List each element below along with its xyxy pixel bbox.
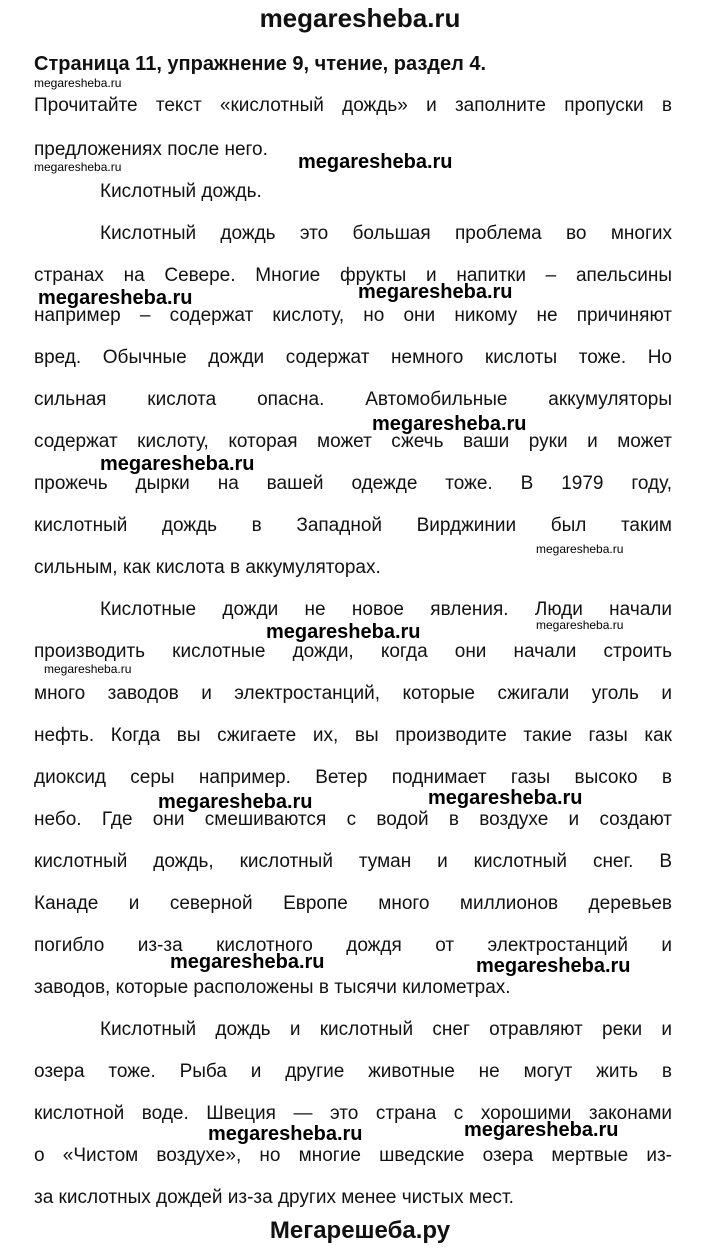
text-line: содержат кислоту, которая может сжечь ваши руки и может: [34, 431, 672, 452]
text-line: производить кислотные дожди, когда они начали строить: [34, 641, 672, 662]
text-line: прожечь дырки на вашей одежде тоже. В 1979 году,: [34, 473, 672, 494]
text-line: сильным, как кислота в аккумуляторах.: [34, 557, 381, 578]
text-line: о «Чистом воздухе», но многие шведские озера мертвые из-: [34, 1145, 672, 1166]
text-line: предложениях после него.: [34, 139, 268, 160]
text-line: Кислотные дожди не новое явления. Люди начали: [100, 599, 672, 620]
text-line: странах на Севере. Многие фрукты и напитки – апельсины: [34, 265, 672, 286]
text-line: сильная кислота опасна. Автомобильные аккумуляторы: [34, 389, 672, 410]
watermark: megaresheba.ru: [170, 951, 325, 973]
watermark: megaresheba.ru: [476, 955, 631, 977]
text-line: за кислотных дождей из-за других менее чистых мест.: [34, 1187, 514, 1208]
watermark: megaresheba.ru: [158, 791, 313, 813]
text-line: Прочитайте текст «кислотный дождь» и заполните пропуски в: [34, 95, 672, 116]
watermark: megaresheba.ru: [34, 160, 122, 174]
text-line: кислотной воде. Швеция — это страна с хорошими законами: [34, 1103, 672, 1124]
text-line: например – содержат кислоту, но они никому не причиняют: [34, 305, 672, 326]
site-header: megaresheba.ru: [259, 3, 461, 33]
text-line: Канаде и северной Европе много миллионов деревьев: [34, 893, 672, 914]
watermark: megaresheba.ru: [34, 76, 122, 90]
text-line: погибло из-за кислотного дождя от электростанций и: [34, 935, 672, 956]
exercise-heading: Страница 11, упражнение 9, чтение, раздел 4.: [34, 53, 487, 75]
site-footer: Мегарешеба.ру: [269, 1217, 451, 1244]
text-line: диоксид серы например. Ветер поднимает газы высоко в: [34, 767, 672, 788]
watermark: megaresheba.ru: [44, 662, 132, 676]
watermark: megaresheba.ru: [298, 151, 453, 173]
text-line: небо. Где они смешиваются с водой в воздухе и создают: [34, 809, 672, 830]
text-line: нефть. Когда вы сжигаете их, вы производите такие газы как: [34, 725, 672, 746]
text-line: кислотный дождь, кислотный туман и кислотный снег. В: [34, 851, 672, 872]
watermark: megaresheba.ru: [38, 287, 193, 309]
watermark: megaresheba.ru: [100, 453, 255, 475]
text-line: Кислотный дождь и кислотный снег отравляют реки и: [100, 1019, 672, 1040]
text-line: много заводов и электростанций, которые сжигали уголь и: [34, 683, 672, 704]
text-line: вред. Обычные дожди содержат немного кислоты тоже. Но: [34, 347, 672, 368]
watermark: megaresheba.ru: [208, 1123, 363, 1145]
text-line: Кислотный дождь это большая проблема во многих: [100, 223, 672, 244]
story-title: Кислотный дождь.: [100, 181, 262, 202]
text-line: заводов, которые расположены в тысячи километрах.: [34, 977, 511, 998]
watermark: megaresheba.ru: [358, 281, 513, 303]
watermark: megaresheba.ru: [266, 621, 421, 643]
text-line: озера тоже. Рыба и другие животные не могут жить в: [34, 1061, 672, 1082]
watermark: megaresheba.ru: [372, 413, 527, 435]
text-line: кислотный дождь в Западной Вирджинии был таким: [34, 515, 672, 536]
watermark: megaresheba.ru: [536, 618, 624, 632]
watermark: megaresheba.ru: [464, 1119, 619, 1141]
watermark: megaresheba.ru: [536, 542, 624, 556]
watermark: megaresheba.ru: [428, 787, 583, 809]
